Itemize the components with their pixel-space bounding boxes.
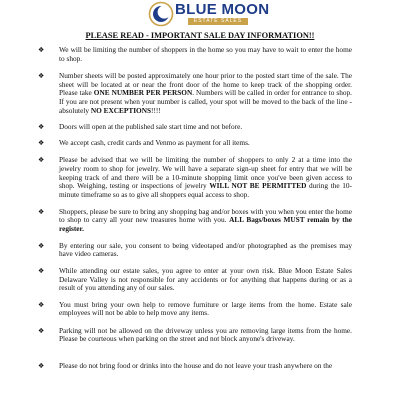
diamond-bullet-icon: ❖ bbox=[38, 46, 45, 54]
page-title: PLEASE READ - IMPORTANT SALE DAY INFORMATION!! bbox=[85, 31, 315, 40]
rule-text: Number sheets will be posted approximately one hour prior to the posted start time of the sale. The sheet will be located at or near the front door of the home to keep track of the shopping order. Please take bbox=[59, 71, 352, 98]
rule-item bbox=[0, 123, 400, 132]
rule-text: !!!! bbox=[151, 105, 161, 115]
diamond-bullet-icon: ❖ bbox=[38, 156, 45, 165]
page-header bbox=[0, 0, 400, 30]
brand-name: BLUE MOON bbox=[175, 1, 270, 18]
diamond-bullet-icon: ❖ bbox=[38, 207, 45, 216]
rule-item bbox=[0, 327, 400, 344]
rule-emphasis: NO EXCEPTIONS bbox=[90, 105, 152, 115]
diamond-bullet-icon: ❖ bbox=[38, 300, 45, 309]
rule-item bbox=[0, 46, 400, 63]
moon-logo-icon bbox=[148, 1, 174, 27]
rule-text: We will be limiting the number of shoppers in the home so you may have to wait to enter the home to shop. bbox=[59, 45, 352, 63]
rule-item bbox=[0, 139, 400, 148]
brand-logo bbox=[148, 1, 270, 27]
rule-emphasis: ONE NUMBER PER PERSON bbox=[93, 88, 193, 98]
diamond-bullet-icon: ❖ bbox=[38, 361, 45, 370]
rule-text: While attending our estate sales, you agree to enter at your own risk. Blue Moon Estate Sales Delaware Valley is not responsible for any accidents or for anything that happens during or as a result of you attending any of our sales. bbox=[59, 266, 352, 293]
brand-tagline: ESTATE SALES bbox=[188, 18, 248, 25]
rule-item bbox=[0, 267, 400, 293]
rules-list bbox=[0, 46, 400, 371]
rule-item bbox=[0, 301, 400, 318]
diamond-bullet-icon: ❖ bbox=[38, 267, 45, 276]
rule-text: We accept cash, credit cards and Venmo as payment for all items. bbox=[59, 138, 250, 148]
rule-item bbox=[0, 362, 400, 371]
rule-item bbox=[0, 242, 400, 259]
rule-text: By entering our sale, you consent to being videotaped and/or photographed as the premises may have video cameras. bbox=[59, 240, 352, 259]
rule-text: during the 10-minute timeframe so as to give all shoppers equal access to shop. bbox=[59, 181, 352, 199]
rule-item bbox=[0, 156, 400, 199]
rule-text: . Numbers will be called in order for entrance to shop. If you are not present when your number is called, your spot will be moved to the back of the line - absolutely bbox=[59, 88, 352, 115]
rule-text: Please do not bring food or drinks into the house and do not leave your trash anywhere on the bbox=[59, 360, 333, 370]
diamond-bullet-icon: ❖ bbox=[38, 123, 45, 132]
rule-text: Doors will open at the published sale start time and not before. bbox=[59, 122, 243, 132]
rule-text: Please be advised that we will be limiting the number of shoppers to only 2 at a time into the jewelry room to shop for jewelry. We will have a separate sign-up sheet for entry that we will be keeping track of and there will be a 10-minute shopping limit once you've been given access to shop. Weighing, testing or inspections of jewelry bbox=[59, 155, 352, 191]
rule-emphasis: ALL Bags/boxes MUST remain by the register. bbox=[59, 215, 352, 233]
diamond-bullet-icon: ❖ bbox=[38, 72, 45, 81]
rule-text: You must bring your own help to remove furniture or large items from the home. Estate sale employees will not be able to help move any items. bbox=[59, 299, 352, 318]
rule-item bbox=[0, 208, 400, 234]
rule-text: Parking will not be allowed on the driveway unless you are removing large items from the home. Please be courteous when parking on the street and not block anyone's driveway. bbox=[59, 325, 352, 344]
diamond-bullet-icon: ❖ bbox=[38, 139, 45, 148]
rule-item bbox=[0, 72, 400, 115]
rule-emphasis: WILL NOT BE PERMITTED bbox=[209, 181, 307, 191]
diamond-bullet-icon: ❖ bbox=[38, 241, 45, 250]
rule-text: Shoppers, please be sure to bring any shopping bag and/or boxes with you when you enter the home to shop to carry all your new treasures home with you. bbox=[59, 206, 352, 225]
diamond-bullet-icon: ❖ bbox=[38, 326, 45, 335]
